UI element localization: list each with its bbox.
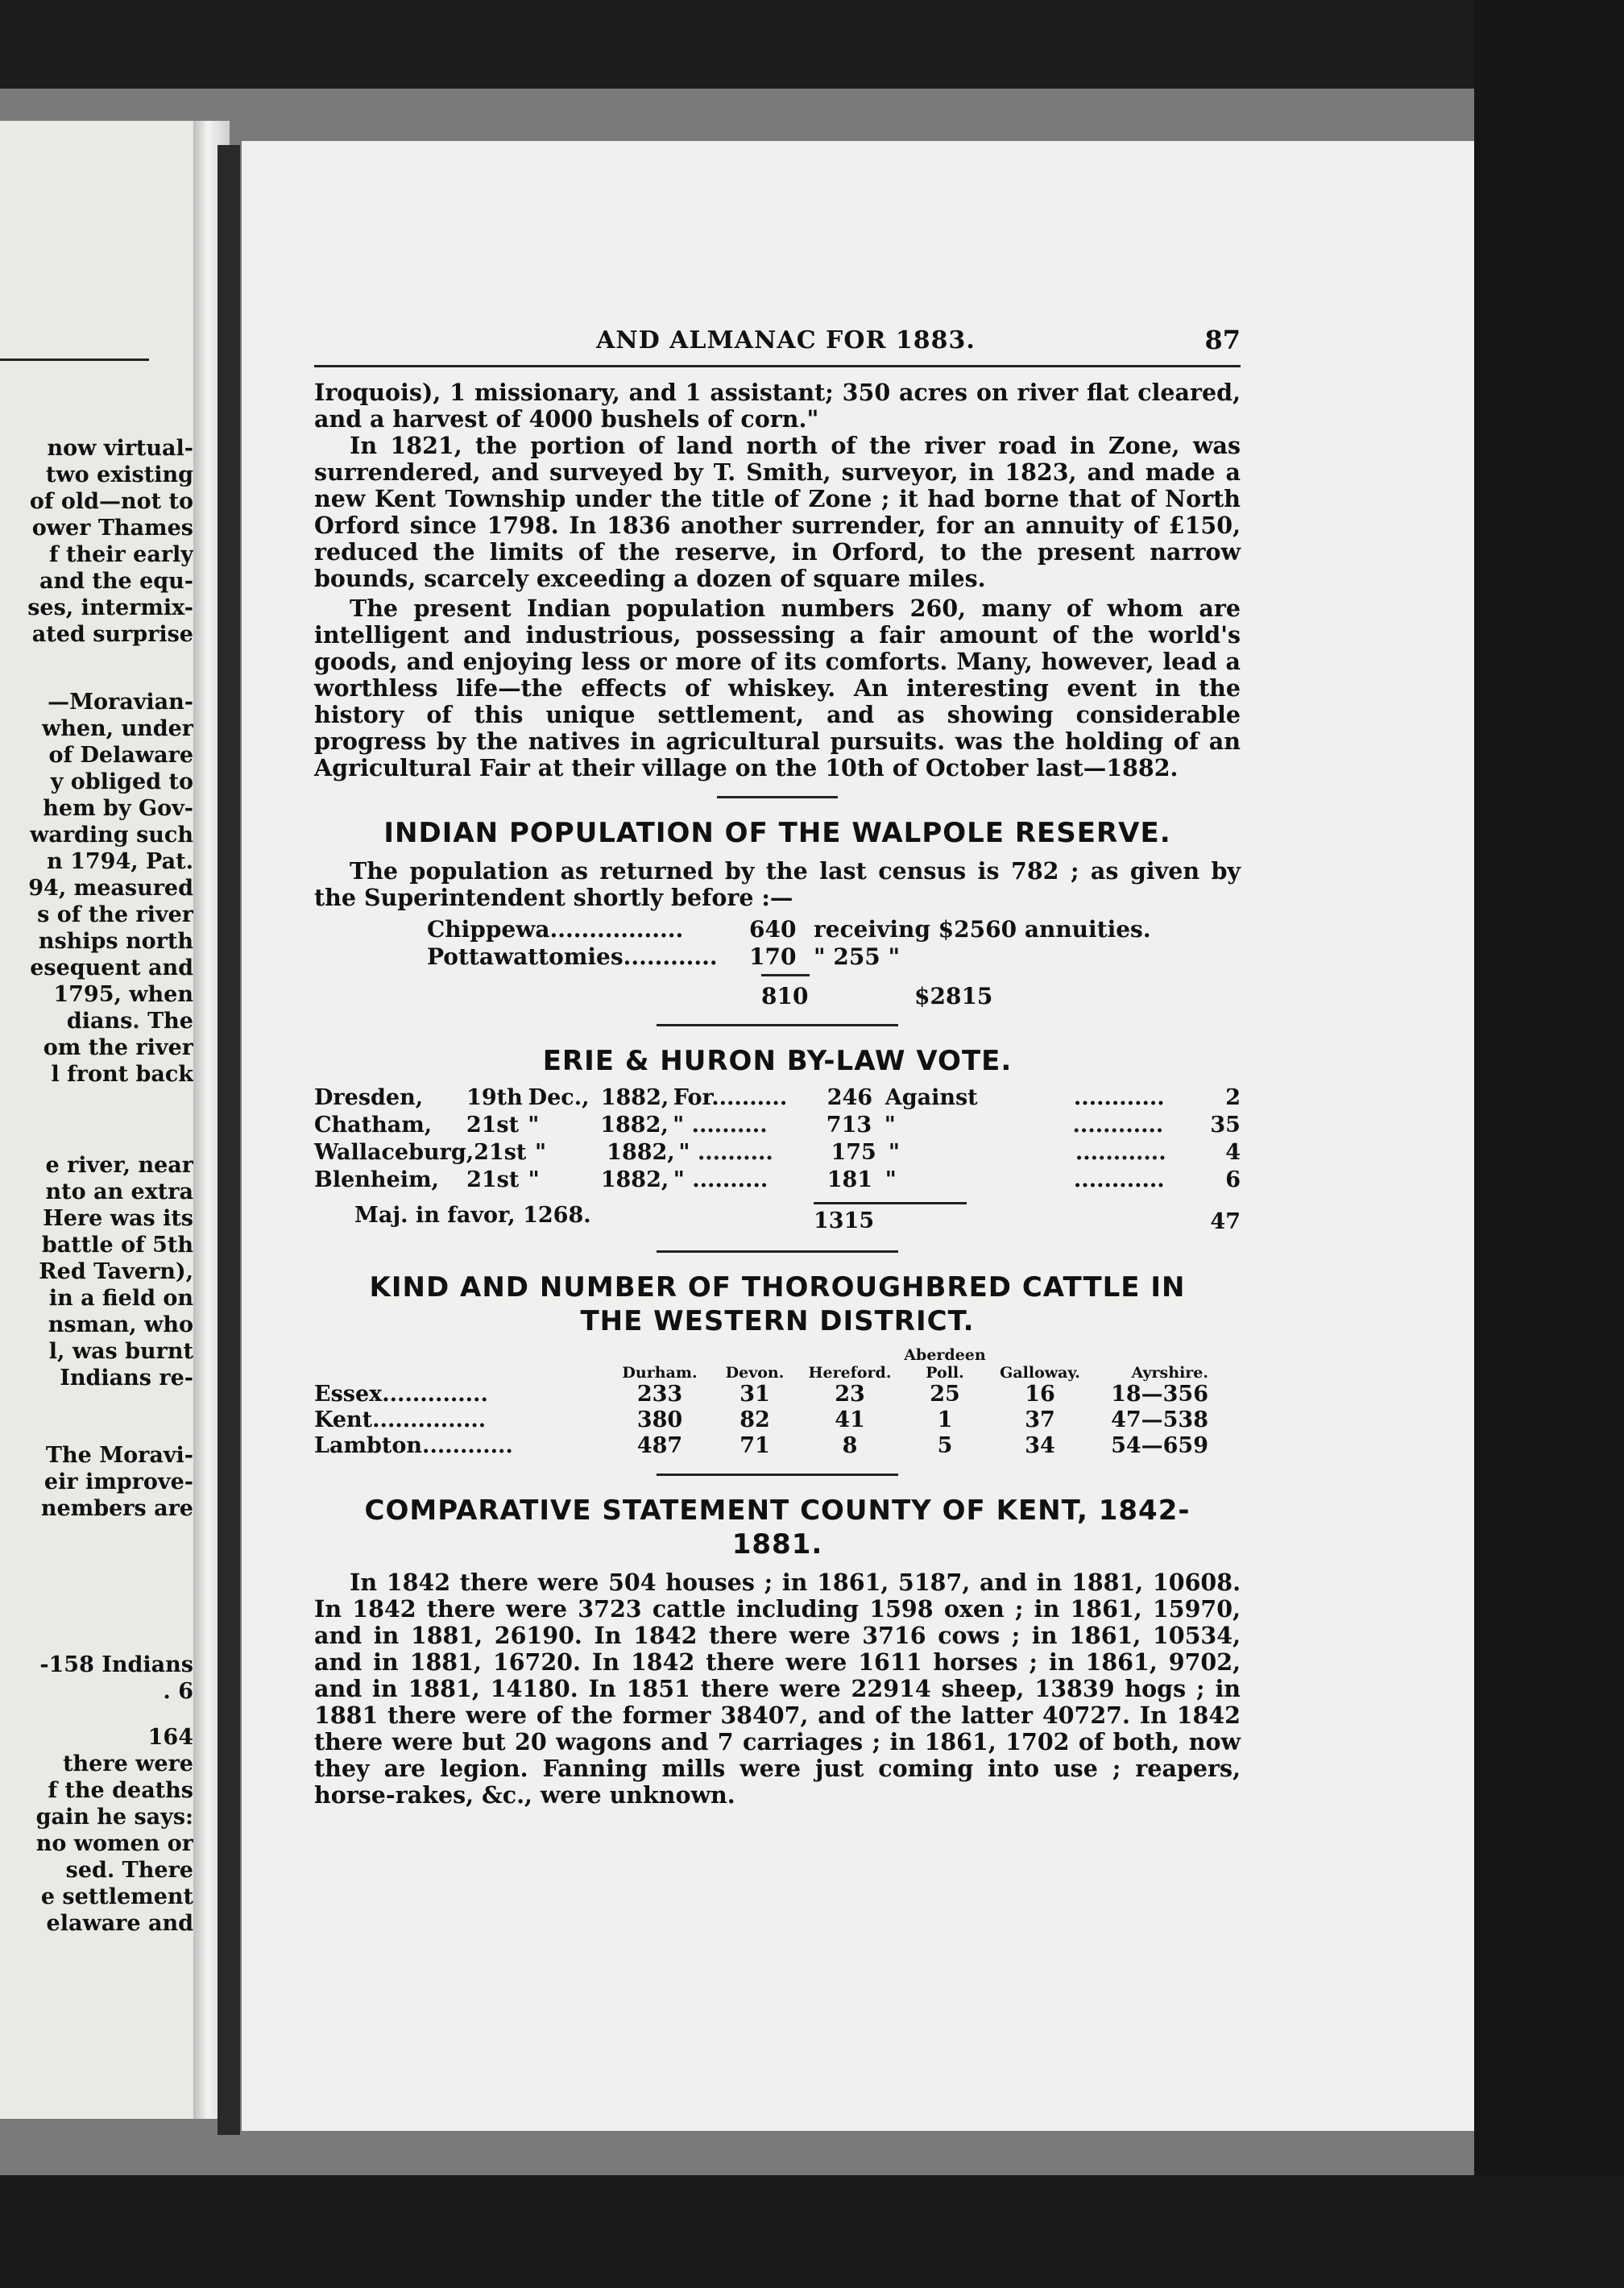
vote-place: Chatham, xyxy=(314,1113,433,1138)
left-page-line: two existing xyxy=(45,462,193,487)
paragraph-3: The present Indian population numbers 260, many of whom are intelligent and industrious, possessing a fair amount of the world's goods, and enjoying less or more of its comforts. Many, however, lead a worthless life—the effects of whiskey. An interesting event in the history of this unique settlement, and as showing considerable progress by the natives in agricultural pursuits. was the holding of an Agricultural Fair at their village on the 10th of October last—1882. xyxy=(314,595,1241,781)
cattle-value: 23 xyxy=(835,1382,865,1407)
left-page-line: there were xyxy=(63,1751,193,1776)
running-header xyxy=(314,318,1241,367)
vote-dots: ............ xyxy=(1075,1140,1166,1165)
left-page-rule xyxy=(0,359,149,361)
left-page-line: and the equ- xyxy=(39,569,193,594)
left-page-line: ses, intermix- xyxy=(27,595,193,620)
vote-dots: ............ xyxy=(1073,1085,1165,1110)
vote-table xyxy=(314,1084,1241,1194)
vote-day: 21st xyxy=(466,1113,520,1138)
left-page-line: battle of 5th xyxy=(41,1233,193,1258)
vote-day: 19th xyxy=(466,1085,523,1110)
cattle-column-header: Ayrshire. xyxy=(1131,1364,1208,1382)
vote-against: 4 xyxy=(1225,1140,1241,1165)
cattle-value: 18—356 xyxy=(1111,1382,1208,1407)
left-page-line: l, was burnt xyxy=(48,1339,193,1364)
left-page-line: 94, measured xyxy=(28,876,193,901)
vote-against-label: " xyxy=(884,1167,897,1192)
cattle-row xyxy=(314,1407,1241,1433)
vote-against-label: " xyxy=(888,1140,900,1165)
header-rule xyxy=(314,365,1241,367)
page-content xyxy=(314,318,1241,1809)
paragraph-1: Iroquois), 1 missionary, and 1 assistant; 350 acres on river flat cleared, and a harvest of 4000 bushels of corn." xyxy=(314,379,1241,433)
vote-majority: Maj. in favor, 1268. xyxy=(354,1203,591,1228)
cattle-value: 1 xyxy=(937,1407,953,1432)
cattle-table xyxy=(314,1382,1241,1459)
left-page-line: nsman, who xyxy=(48,1312,193,1337)
cattle-value: 71 xyxy=(740,1433,770,1458)
left-page-line: f their early xyxy=(48,542,193,567)
vote-against-label: " xyxy=(884,1113,896,1138)
right-page xyxy=(242,141,1474,2131)
cattle-value: 47—538 xyxy=(1111,1407,1208,1432)
left-page-line: nembers are xyxy=(40,1496,193,1521)
vote-against: 2 xyxy=(1225,1085,1241,1110)
left-page xyxy=(0,121,193,2119)
cattle-column-header: Galloway. xyxy=(1000,1364,1080,1382)
vote-total-row xyxy=(314,1202,1241,1236)
left-page-line: ated surprise xyxy=(31,622,193,647)
left-page-line: now virtual- xyxy=(47,436,193,461)
walpole-heading: INDIAN POPULATION OF THE WALPOLE RESERVE. xyxy=(383,817,1171,849)
vote-for: 246 xyxy=(826,1085,873,1110)
cattle-column-header: Aberdeen Poll. xyxy=(904,1346,986,1382)
separator xyxy=(657,1474,898,1476)
cattle-value: 25 xyxy=(930,1382,960,1407)
cattle-value: 41 xyxy=(835,1407,865,1432)
vote-for-label: " .......... xyxy=(678,1140,773,1165)
vote-day: 21st xyxy=(466,1167,520,1192)
left-page-line: dians. The xyxy=(66,1009,193,1034)
walpole-row: Pottawattomies............ 170 " 255 " xyxy=(427,943,901,970)
cattle-value: 487 xyxy=(636,1433,683,1458)
background-bottom xyxy=(0,2175,1624,2288)
vote-year: 1882, xyxy=(600,1085,669,1110)
vote-row xyxy=(314,1167,1241,1194)
vote-heading: ERIE & HURON BY-LAW VOTE. xyxy=(542,1045,1013,1077)
vote-against: 6 xyxy=(1225,1167,1241,1192)
cattle-value: 8 xyxy=(842,1433,858,1458)
cattle-heading-1: KIND AND NUMBER OF THOROUGHBRED CATTLE IN xyxy=(369,1271,1186,1304)
walpole-table xyxy=(314,916,1241,1009)
left-page-line: Red Tavern), xyxy=(39,1259,193,1284)
vote-month: " xyxy=(534,1140,547,1165)
walpole-total xyxy=(761,983,1241,1009)
left-page-line: nships north xyxy=(38,929,193,954)
left-page-line: in a field on xyxy=(48,1286,193,1311)
left-page-line: ower Thames xyxy=(31,516,193,541)
vote-against: 35 xyxy=(1210,1113,1241,1138)
cattle-column-header: Hereford. xyxy=(808,1364,892,1382)
vote-month: " xyxy=(528,1113,540,1138)
left-page-line: no women or xyxy=(35,1831,193,1856)
walpole-total-amount: $2815 xyxy=(914,983,993,1009)
left-page-line: —Moravian- xyxy=(48,690,193,715)
vote-year: 1882, xyxy=(600,1113,669,1138)
left-page-line: The Moravi- xyxy=(45,1443,193,1468)
walpole-intro: The population as returned by the last census is 782 ; as given by the Superintendent shortly before :— xyxy=(314,857,1241,911)
vote-dots: ............ xyxy=(1072,1113,1164,1138)
left-page-line: y obliged to xyxy=(50,769,193,794)
left-page-line: e river, near xyxy=(45,1153,193,1178)
cattle-value: 31 xyxy=(740,1382,770,1407)
separator xyxy=(657,1024,898,1026)
left-page-line: 164 xyxy=(147,1725,193,1750)
vote-for-label: " .......... xyxy=(673,1113,768,1138)
cattle-county: Lambton............ xyxy=(314,1433,513,1458)
cattle-value: 233 xyxy=(636,1382,683,1407)
left-page-line: eir improve- xyxy=(44,1469,193,1494)
vote-total-against: 47 xyxy=(1210,1209,1241,1234)
vote-row xyxy=(314,1112,1241,1139)
left-page-line: s of the river xyxy=(37,902,193,927)
walpole-total-count: 810 xyxy=(761,983,809,1009)
cattle-column-headers xyxy=(314,1348,1241,1382)
page-number: 87 xyxy=(1204,325,1241,355)
vote-year: 1882, xyxy=(607,1140,675,1165)
left-page-line: om the river xyxy=(43,1035,193,1060)
vote-place: Blenheim, xyxy=(314,1167,439,1192)
cattle-row xyxy=(314,1433,1241,1459)
left-page-line: gain he says: xyxy=(35,1805,193,1830)
walpole-row: Chippewa................. 640 receiving $2560 annuities. xyxy=(427,916,1151,943)
left-page-line: . 6 xyxy=(163,1679,193,1704)
left-page-line: hem by Gov- xyxy=(43,796,193,821)
vote-for: 175 xyxy=(831,1140,876,1165)
vote-day: 21st xyxy=(474,1140,527,1165)
running-title: AND ALMANAC FOR 1883. xyxy=(596,326,976,354)
cattle-value: 54—659 xyxy=(1111,1433,1208,1458)
cattle-value: 16 xyxy=(1025,1382,1055,1407)
vote-row xyxy=(314,1139,1241,1167)
left-page-line: -158 Indians xyxy=(39,1652,193,1677)
vote-against-label: Against xyxy=(884,1085,978,1110)
cattle-value: 82 xyxy=(740,1407,770,1432)
paragraph-2: In 1821, the portion of land north of the river road in Zone, was surrendered, and surveyed by T. Smith, surveyor, in 1823, and made a new Kent Township under the title of Zone ; it had borne that of North Orford since 1798. In 1836 another surrender, for an annuity of £150, reduced the limits of the reserve, in Orford, to the present narrow bounds, scarcely exceeding a dozen of square miles. xyxy=(314,432,1241,592)
left-page-line: Indians re- xyxy=(60,1366,193,1391)
kent-heading-1: COMPARATIVE STATEMENT COUNTY OF KENT, 1842- xyxy=(364,1494,1191,1527)
background-right xyxy=(1474,0,1624,2288)
left-page-line: of old—not to xyxy=(29,489,193,514)
vote-for: 713 xyxy=(826,1113,872,1138)
left-page-line: sed. There xyxy=(65,1858,193,1883)
separator xyxy=(657,1250,898,1253)
vote-total-for: 1315 xyxy=(814,1202,967,1236)
left-page-line: when, under xyxy=(41,716,193,741)
cattle-value: 34 xyxy=(1025,1433,1055,1458)
spine xyxy=(218,145,240,2135)
vote-dots: ............ xyxy=(1073,1167,1165,1192)
vote-place: Wallaceburg, xyxy=(314,1140,474,1165)
left-page-line: 1795, when xyxy=(53,982,193,1007)
cattle-county: Kent............... xyxy=(314,1407,487,1432)
left-page-line: Here was its xyxy=(43,1206,193,1231)
left-page-line: e settlement xyxy=(40,1884,193,1909)
cattle-column-header: Devon. xyxy=(725,1364,785,1382)
cattle-value: 380 xyxy=(636,1407,683,1432)
vote-row xyxy=(314,1084,1241,1112)
vote-year: 1882, xyxy=(600,1167,669,1192)
left-page-line: n 1794, Pat. xyxy=(47,849,193,874)
cattle-value: 37 xyxy=(1025,1407,1055,1432)
kent-heading-2: 1881. xyxy=(731,1528,823,1561)
left-page-line: esequent and xyxy=(30,955,193,980)
cattle-heading-2: THE WESTERN DISTRICT. xyxy=(580,1305,975,1337)
left-page-line: of Delaware xyxy=(48,743,193,768)
total-rule xyxy=(761,974,810,976)
cattle-county: Essex.............. xyxy=(314,1382,488,1407)
cattle-row xyxy=(314,1382,1241,1407)
vote-for: 181 xyxy=(826,1167,873,1192)
kent-paragraph: In 1842 there were 504 houses ; in 1861, 5187, and in 1881, 10608. In 1842 there were 3723 cattle including 1598 oxen ; in 1861, 15970, and in 1881, 26190. In 1842 there were 3716 cows ; in 1861, 10534, and in 1881, 16720. In 1842 there were 1611 horses ; in 1861, 9702, and in 1881, 14180. In 1851 there were 22914 sheep, 13839 hogs ; in 1881 there were of the former 38407, and of the latter 40727. In 1842 there were but 20 wagons and 7 carriages ; in 1861, 1702 of both, now they are legion. Fanning mills were just coming into use ; reapers, horse-rakes, &c., were unknown. xyxy=(314,1569,1241,1809)
left-page-line: f the deaths xyxy=(48,1778,193,1803)
separator xyxy=(717,796,838,798)
left-page-line: l front back xyxy=(51,1062,193,1087)
vote-for-label: For.......... xyxy=(673,1085,788,1110)
cattle-value: 5 xyxy=(937,1433,953,1458)
vote-month: " xyxy=(528,1167,540,1192)
vote-for-label: " .......... xyxy=(673,1167,768,1192)
vote-place: Dresden, xyxy=(314,1085,424,1110)
left-page-line: nto an extra xyxy=(45,1179,193,1204)
left-page-line: elaware and xyxy=(46,1911,193,1936)
left-page-line: warding such xyxy=(30,823,193,848)
cattle-column-header: Durham. xyxy=(622,1364,698,1382)
vote-month: Dec., xyxy=(528,1085,590,1110)
